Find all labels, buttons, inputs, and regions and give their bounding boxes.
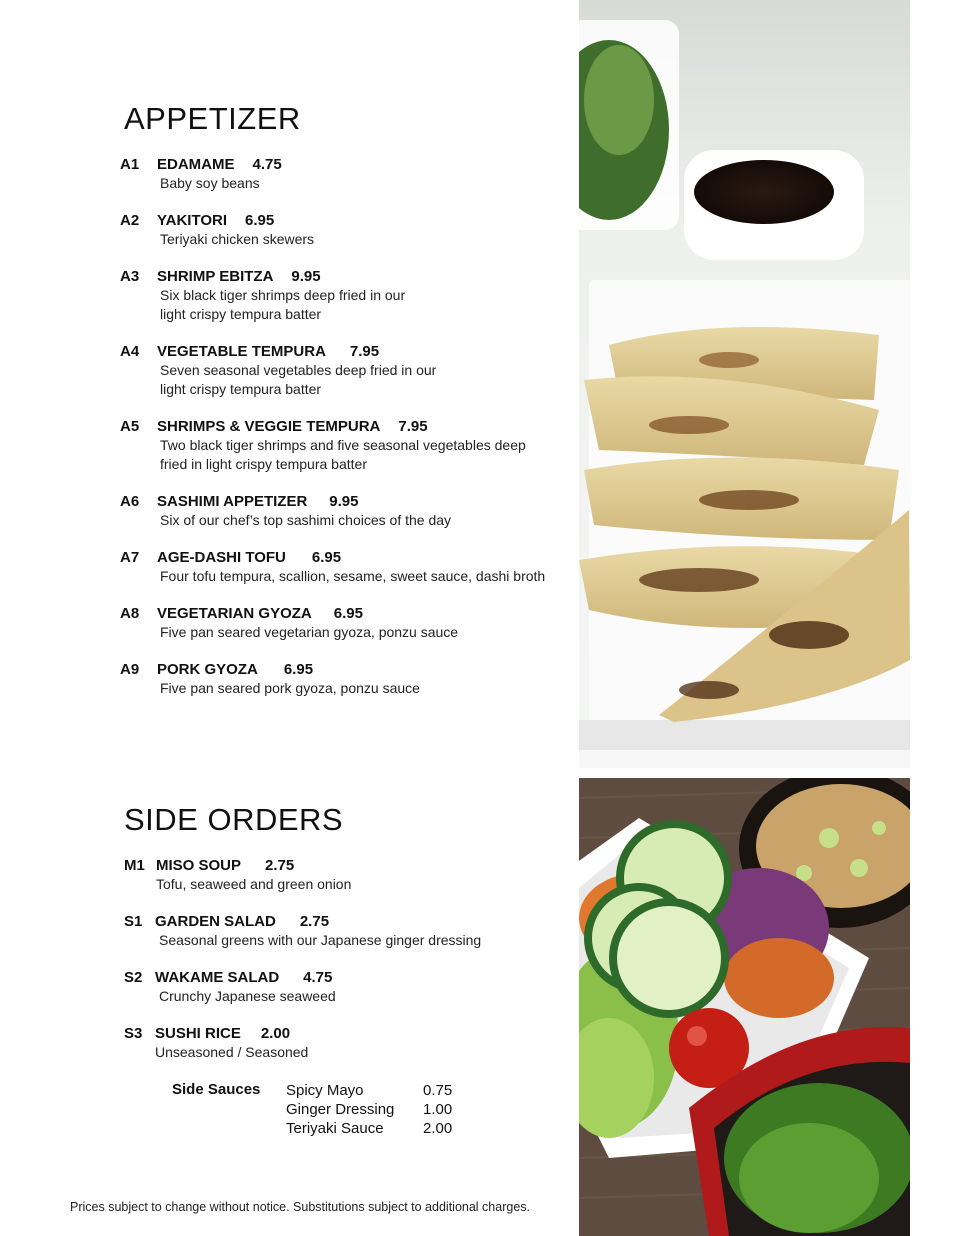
- item-description: Baby soy beans: [160, 175, 260, 191]
- menu-item-a5: [120, 417, 570, 474]
- item-code: A4: [120, 343, 140, 360]
- item-code: M1: [124, 857, 145, 874]
- item-name: SUSHI RICE: [155, 1025, 241, 1042]
- sauce-name: Teriyaki Sauce: [286, 1120, 384, 1137]
- sauce-row: [286, 1100, 452, 1119]
- item-description: Tofu, seaweed and green onion: [156, 876, 352, 892]
- menu-item-a1: [120, 155, 570, 193]
- item-name: GARDEN SALAD: [155, 913, 276, 930]
- item-price: 6.95: [311, 549, 342, 566]
- menu-item-a6: [120, 492, 570, 530]
- item-description: Unseasoned / Seasoned: [155, 1044, 309, 1060]
- item-name: WAKAME SALAD: [155, 969, 280, 986]
- item-description: Seasonal greens with our Japanese ginger dressing: [159, 932, 482, 948]
- sauce-name: Spicy Mayo: [286, 1082, 364, 1099]
- item-code: A2: [120, 212, 140, 229]
- item-name: SHRIMPS & VEGGIE TEMPURA: [157, 418, 381, 435]
- item-code: A7: [120, 549, 140, 566]
- item-code: A1: [120, 156, 140, 173]
- item-description: Crunchy Japanese seaweed: [159, 988, 336, 1004]
- item-code: A3: [120, 268, 140, 285]
- appetizer-heading: APPETIZER: [124, 101, 301, 136]
- item-code: A5: [120, 418, 140, 435]
- footer-disclaimer: Prices subject to change without notice. Substitutions subject to additional charges.: [70, 1200, 530, 1214]
- item-price: 2.75: [299, 913, 330, 930]
- item-description: Five pan seared pork gyoza, ponzu sauce: [160, 680, 420, 696]
- menu-item-a7: [120, 548, 570, 586]
- item-price: 4.75: [252, 156, 282, 173]
- item-code: A6: [120, 493, 140, 510]
- item-description: Seven seasonal vegetables deep fried in our: [160, 362, 437, 378]
- menu-item-s3: [124, 1024, 574, 1062]
- item-code: S2: [124, 969, 143, 986]
- menu-item-m1: [124, 856, 574, 894]
- item-name: PORK GYOZA: [157, 661, 258, 678]
- sauce-price: 2.00: [423, 1120, 453, 1137]
- item-price: 7.95: [349, 343, 380, 360]
- menu-item-s1: [124, 912, 574, 950]
- item-code: S3: [124, 1025, 143, 1042]
- item-name: YAKITORI: [157, 212, 228, 229]
- item-price: 6.95: [283, 661, 314, 678]
- item-name: SHRIMP EBITZA: [157, 268, 274, 285]
- item-description: Teriyaki chicken skewers: [160, 231, 315, 247]
- menu-item-a4: [120, 342, 570, 399]
- sauce-row: [286, 1081, 452, 1100]
- gyoza-photo: [579, 0, 910, 768]
- item-code: A9: [120, 661, 140, 678]
- item-description: Six black tiger shrimps deep fried in our: [160, 287, 406, 303]
- menu-item-a9: [120, 660, 570, 698]
- menu-item-a3: [120, 267, 570, 324]
- menu-item-a2: [120, 211, 570, 249]
- menu-item-s2: [124, 968, 574, 1006]
- sauce-price: 0.75: [423, 1082, 453, 1099]
- sauce-price: 1.00: [423, 1101, 453, 1118]
- item-code: S1: [124, 913, 143, 930]
- item-description: Five pan seared vegetarian gyoza, ponzu sauce: [160, 624, 459, 640]
- item-price: 4.75: [303, 969, 333, 986]
- item-description: Two black tiger shrimps and five seasonal vegetables deep: [160, 437, 526, 453]
- item-price: 2.75: [265, 857, 295, 874]
- side-orders-heading: SIDE ORDERS: [124, 802, 344, 837]
- item-description: light crispy tempura batter: [160, 381, 322, 397]
- item-name: SASHIMI APPETIZER: [157, 493, 308, 510]
- item-price: 9.95: [329, 493, 359, 510]
- item-price: 6.95: [245, 212, 275, 229]
- item-name: VEGETABLE TEMPURA: [157, 343, 326, 360]
- menu-item-a8: [120, 604, 570, 642]
- item-name: MISO SOUP: [156, 857, 242, 874]
- item-description: Six of our chef’s top sashimi choices of the day: [160, 512, 452, 528]
- item-name: VEGETARIAN GYOZA: [157, 605, 312, 622]
- item-price: 6.95: [333, 605, 363, 622]
- salad-photo: [579, 778, 910, 1236]
- salad-illustration: [579, 778, 910, 1236]
- item-code: A8: [120, 605, 140, 622]
- item-description: Four tofu tempura, scallion, sesame, sweet sauce, dashi broth: [160, 568, 546, 584]
- sauce-name: Ginger Dressing: [286, 1101, 395, 1118]
- item-description: fried in light crispy tempura batter: [160, 456, 367, 472]
- item-description: light crispy tempura batter: [160, 306, 322, 322]
- item-price: 7.95: [398, 418, 428, 435]
- item-price: 9.95: [291, 268, 321, 285]
- item-name: AGE-DASHI TOFU: [157, 549, 286, 566]
- item-price: 2.00: [260, 1025, 291, 1042]
- side-sauces-label: Side Sauces: [172, 1081, 261, 1098]
- sauce-row: [286, 1119, 452, 1138]
- item-name: EDAMAME: [157, 156, 235, 173]
- gyoza-illustration: [579, 0, 910, 768]
